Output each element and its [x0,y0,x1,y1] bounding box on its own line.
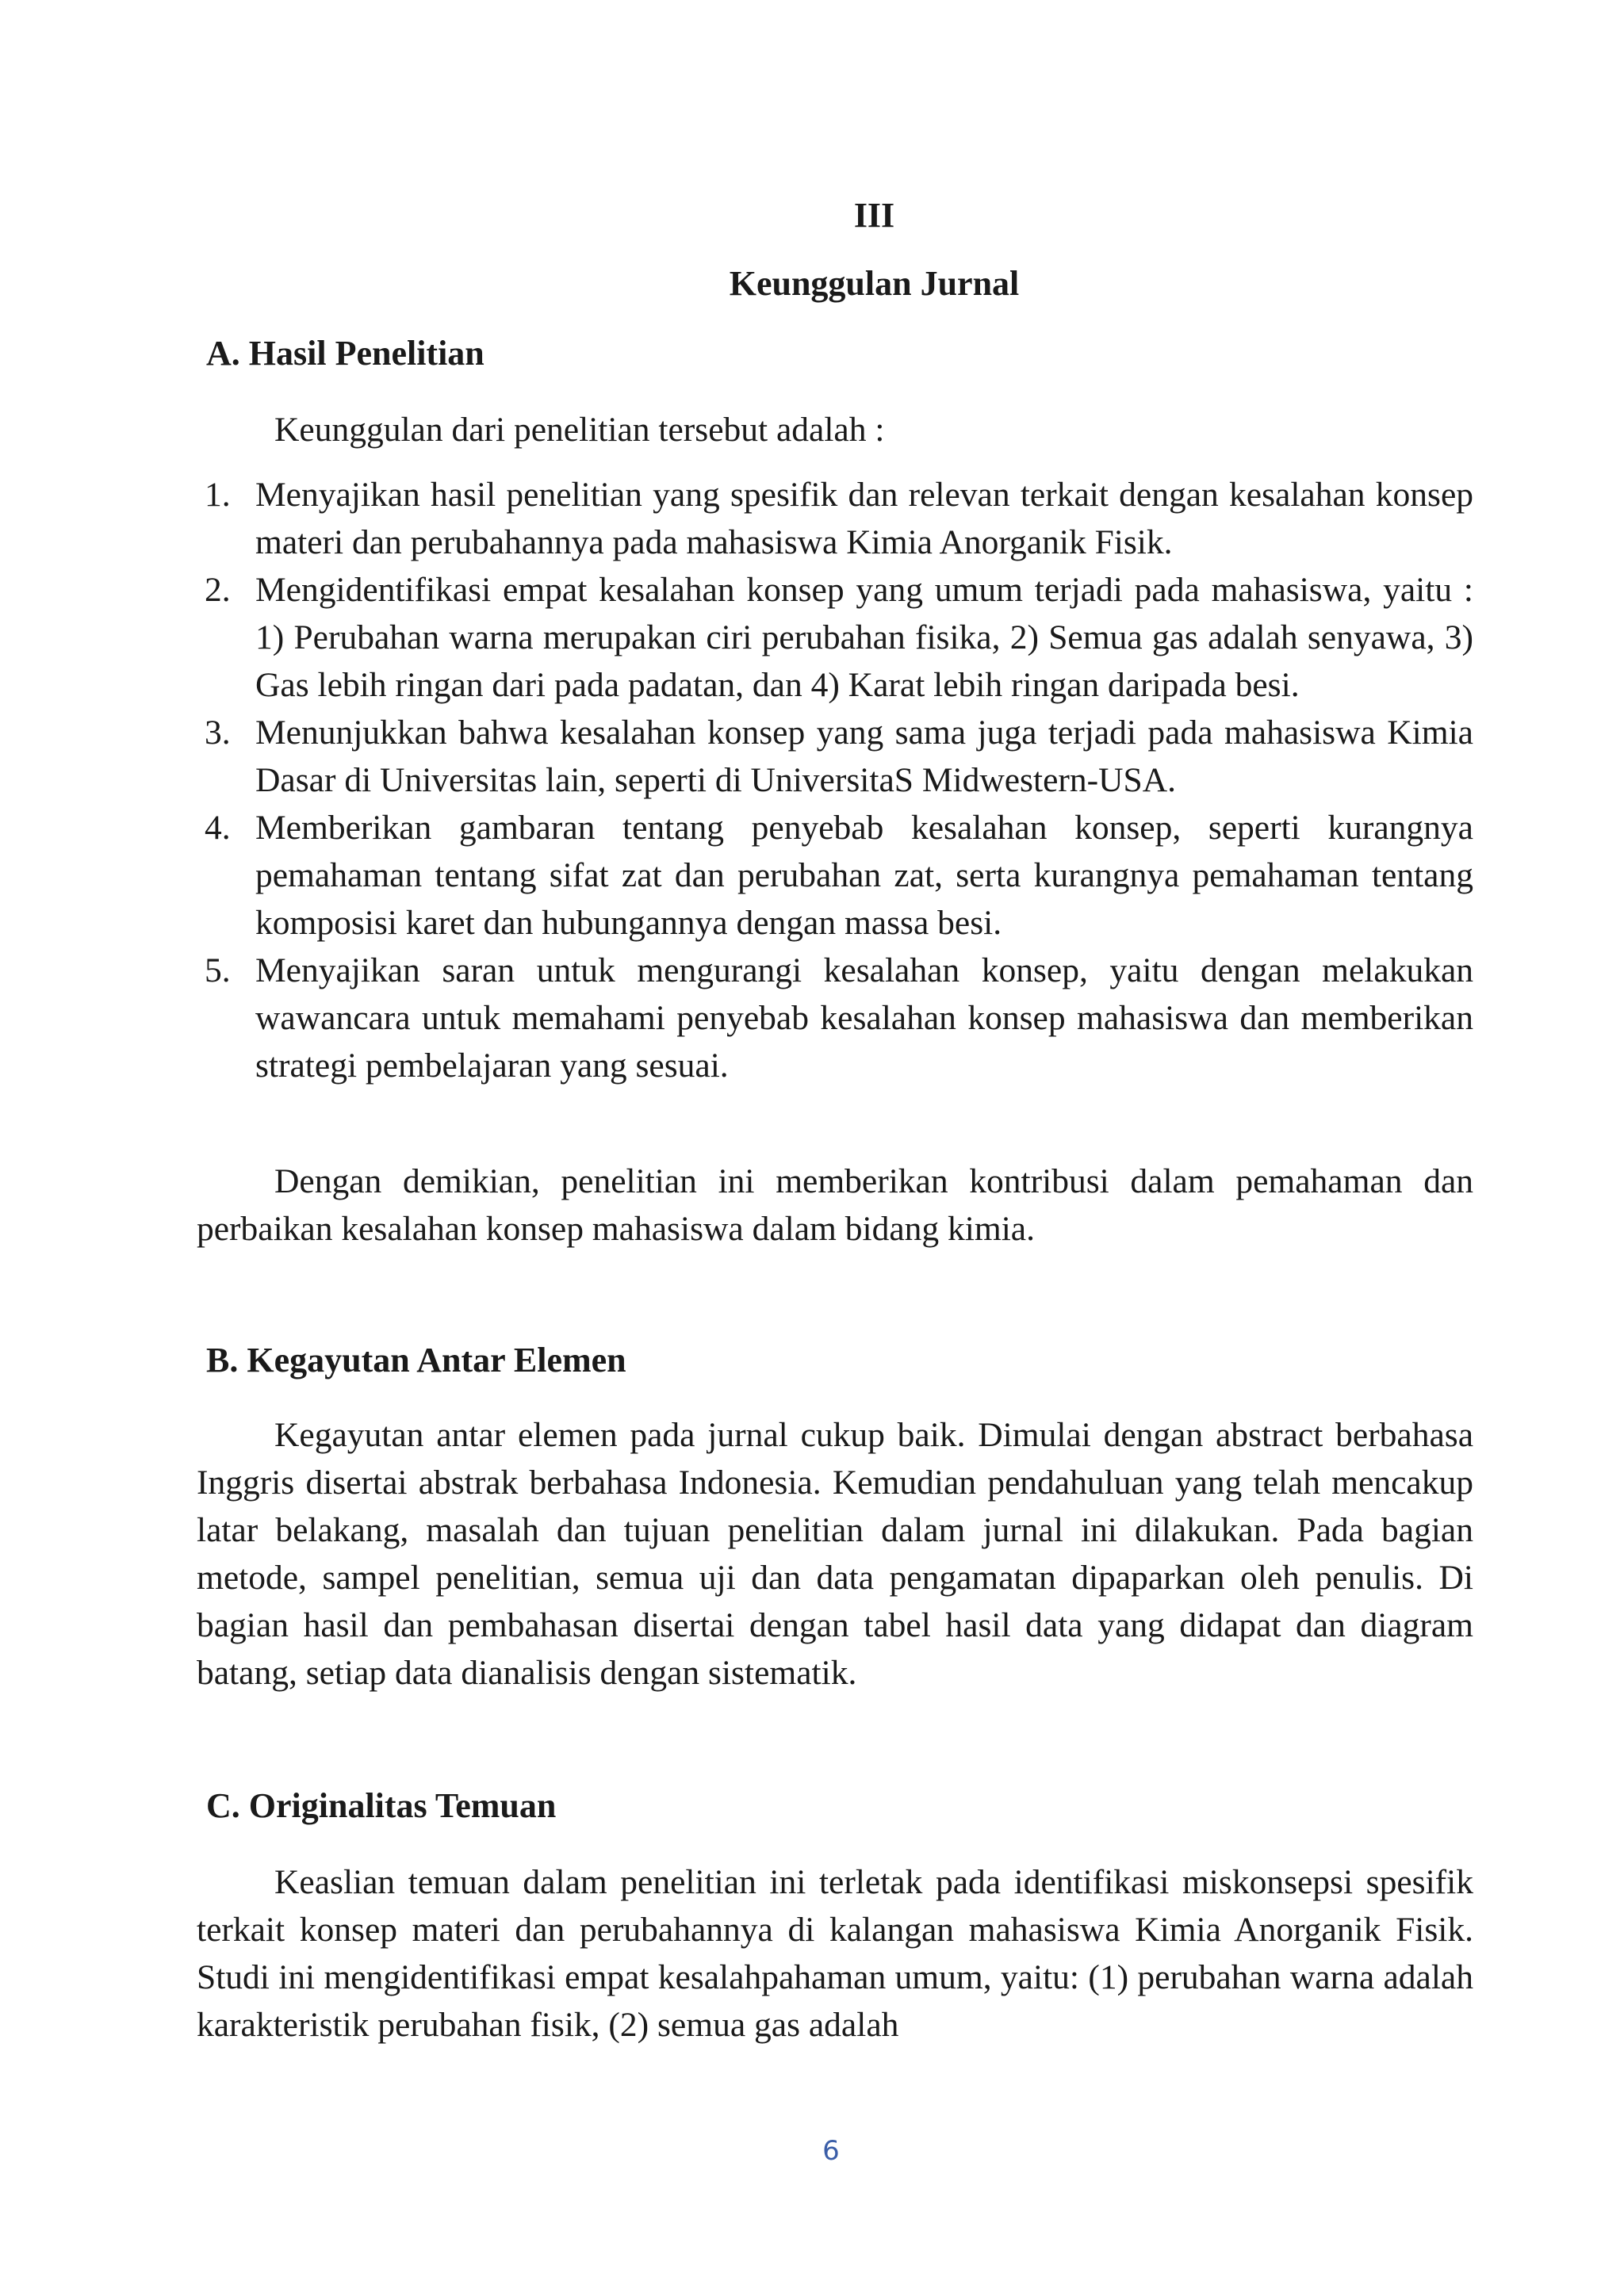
section-a-conclusion: Dengan demikian, penelitian ini memberikan kontribusi dalam pemahaman dan perbaikan kesalahan konsep mahasiswa dalam bidang kimia. [197,1162,1473,1248]
list-item-text: Menyajikan hasil penelitian yang spesifik dan relevan terkait dengan kesalahan konsep materi dan perubahannya pada mahasiswa Kimia Anorganik Fisik. [255,476,1473,561]
chapter-title: Keunggulan Jurnal [729,264,1020,303]
list-item-text: Menunjukkan bahwa kesalahan konsep yang sama juga terjadi pada mahasiswa Kimia Dasar di Universitas lain, seperti di UniversitaS Midwestern-USA. [255,714,1473,799]
section-b-paragraph: Kegayutan antar elemen pada jurnal cukup baik. Dimulai dengan abstract berbahasa Inggris disertai abstrak berbahasa Indonesia. Kemudian pendahuluan yang telah mencakup latar belakang, masalah dan tujuan penelitian dalam jurnal ini dilakukan. Pada bagian metode, sampel penelitian, semua uji dan data pengamatan dipaparkan oleh penulis. Di bagian hasil dan pembahasan disertai dengan tabel hasil data yang didapat dan diagram batang, setiap data dianalisis dengan sistematik. [197,1416,1473,1692]
list-item-number: 1. [205,476,231,514]
section-a-heading: A. Hasil Penelitian [206,334,485,373]
section-b-heading: B. Kegayutan Antar Elemen [206,1341,626,1380]
list-item [197,471,1473,566]
list-item-number: 3. [205,714,231,752]
list-item-text: Mengidentifikasi empat kesalahan konsep yang umum terjadi pada mahasiswa, yaitu : 1) Perubahan warna merupakan ciri perubahan fisika, 2) Semua gas adalah senyawa, 3) Gas lebih ringan dari pada padatan, dan 4) Karat lebih ringan daripada besi. [255,571,1473,704]
list-item-number: 2. [205,571,231,609]
section-a-intro: Keunggulan dari penelitian tersebut adalah : [274,411,885,449]
list-item-text: Menyajikan saran untuk mengurangi kesalahan konsep, yaitu dengan melakukan wawancara untuk memahami penyebab kesalahan konsep mahasiswa dan memberikan strategi pembelajaran yang sesuai. [255,951,1473,1085]
list-item [197,709,1473,804]
section-c-paragraph: Keaslian temuan dalam penelitian ini terletak pada identifikasi miskonsepsi spesifik terkait konsep materi dan perubahannya di kalangan mahasiswa Kimia Anorganik Fisik. Studi ini mengidentifikasi empat kesalahpahaman umum, yaitu: (1) perubahan warna adalah karakteristik perubahan fisik, (2) semua gas adalah [197,1863,1473,2044]
list-item [197,566,1473,709]
list-item [197,804,1473,947]
advantages-list [197,471,1473,1089]
chapter-number: III [853,196,895,235]
list-item [197,947,1473,1089]
list-item-number: 4. [205,809,231,847]
list-item-number: 5. [205,951,231,989]
section-c-heading: C. Originalitas Temuan [206,1786,557,1825]
list-item-text: Memberikan gambaran tentang penyebab kesalahan konsep, seperti kurangnya pemahaman tentang sifat zat dan perubahan zat, serta kurangnya pemahaman tentang komposisi karet dan hubungannya dengan massa besi. [255,809,1473,942]
page-number: 6 [822,2135,840,2167]
